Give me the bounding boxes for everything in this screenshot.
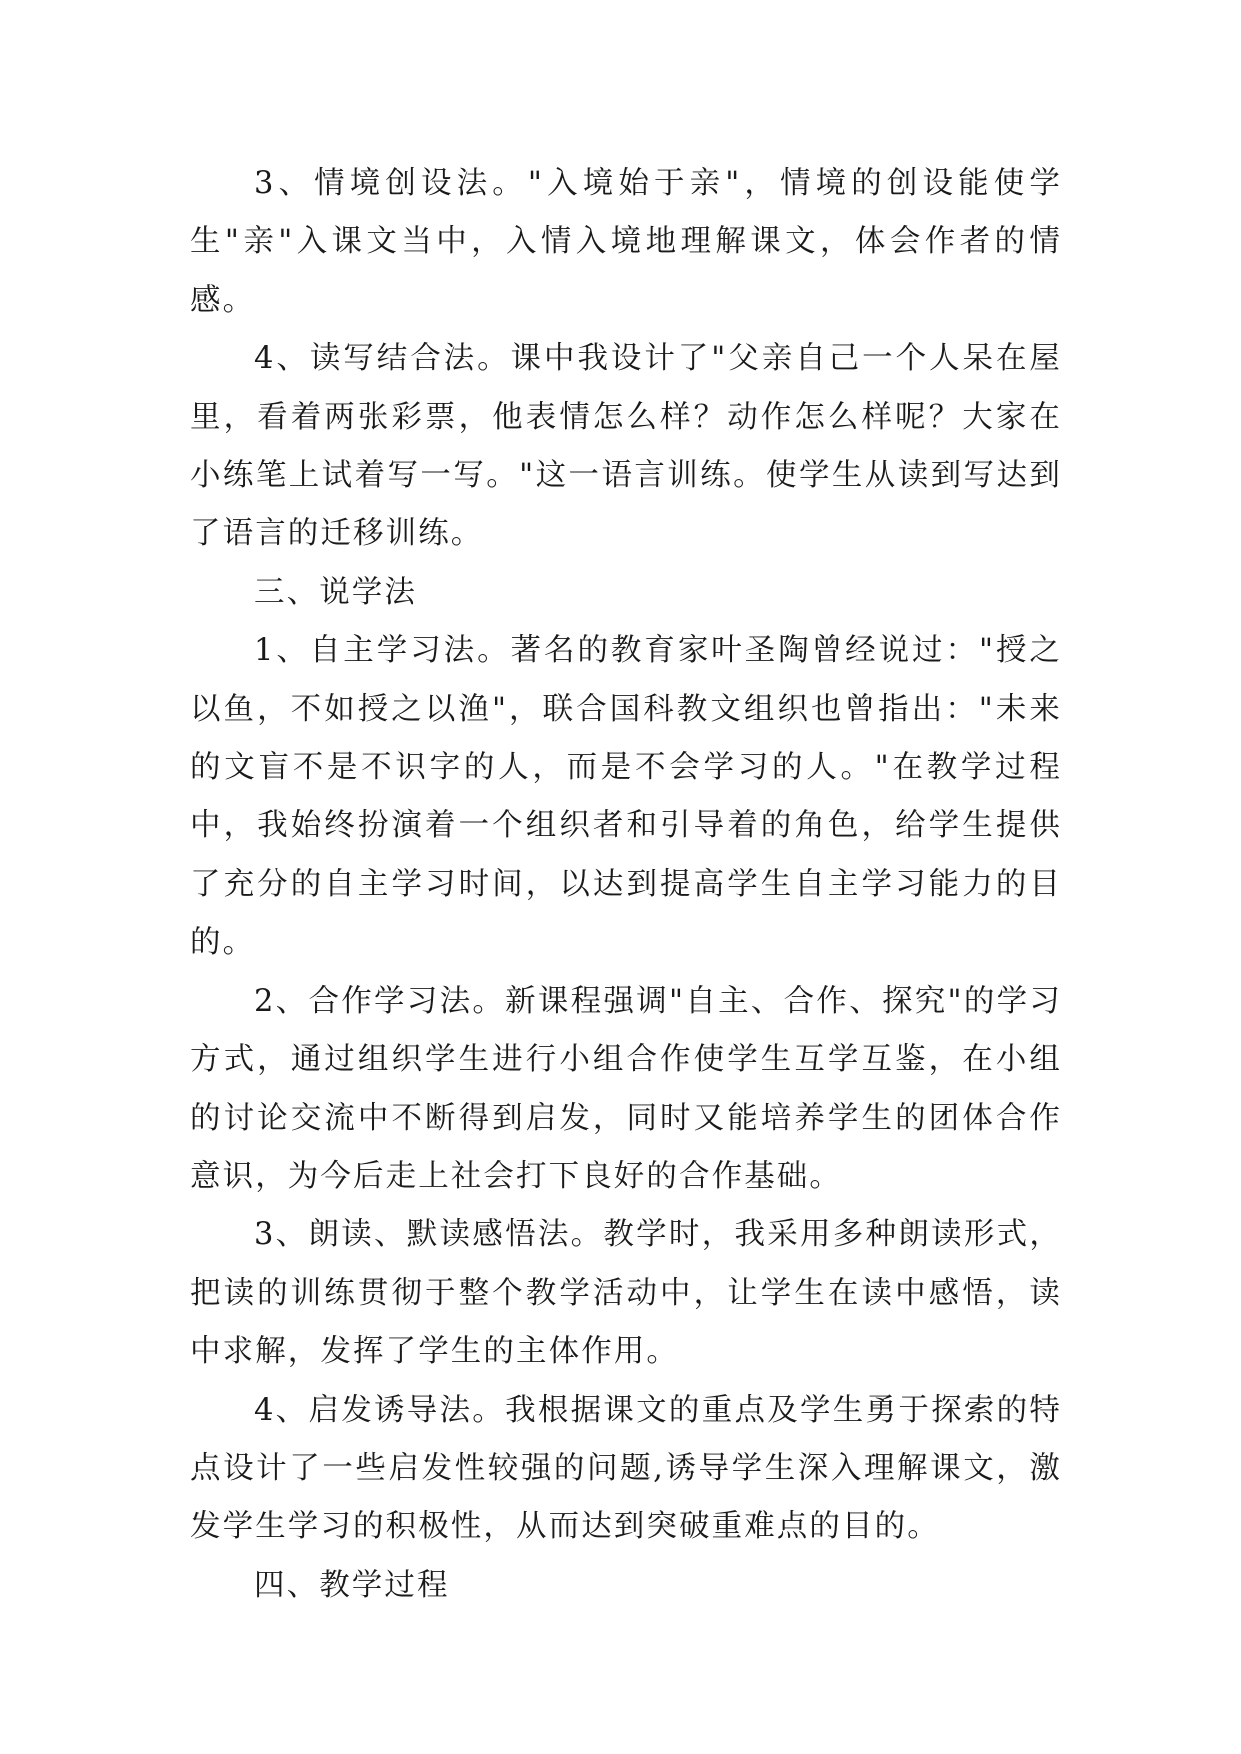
- paragraph-inspiration-method: 4、启发诱导法。我根据课文的重点及学生勇于探索的特点设计了一些启发性较强的问题,诱导学生深入理解课文，激发学生学习的积极性，从而达到突破重难点的目的。: [190, 1392, 1062, 1545]
- section-heading-study-methods: 三、说学法: [254, 574, 417, 610]
- document-body: [190, 155, 1062, 1615]
- paragraph-situation-method: 3、情境创设法。"入境始于亲"，情境的创设能使学生"亲"入课文当中，入情入境地理解课文，体会作者的情感。: [190, 166, 1062, 318]
- paragraph-read-write-method: 4、读写结合法。课中我设计了"父亲自己一个人呆在屋里，看着两张彩票，他表情怎么样？动作怎么样呢？大家在小练笔上试着写一写。"这一语言训练。使学生从读到写达到了语言的迁移训练。: [190, 341, 1062, 552]
- paragraph-self-study-method: 1、自主学习法。著名的教育家叶圣陶曾经说过："授之以鱼，不如授之以渔"，联合国科教文组织也曾指出："未来的文盲不是不识字的人，而是不会学习的人。"在教学过程中，我始终扮演着一个组织者和引导着的角色，给学生提供了充分的自主学习时间，以达到提高学生自主学习能力的目的。: [190, 633, 1062, 961]
- paragraph-cooperative-method: 2、合作学习法。新课程强调"自主、合作、探究"的学习方式，通过组织学生进行小组合作使学生互学互鉴，在小组的讨论交流中不断得到启发，同时又能培养学生的团体合作意识，为今后走上社会打下良好的合作基础。: [190, 983, 1062, 1194]
- section-heading-teaching-process: 四、教学过程: [254, 1567, 450, 1603]
- paragraph-reading-method: 3、朗读、默读感悟法。教学时，我采用多种朗读形式，把读的训练贯彻于整个教学活动中，让学生在读中感悟，读中求解，发挥了学生的主体作用。: [190, 1217, 1062, 1370]
